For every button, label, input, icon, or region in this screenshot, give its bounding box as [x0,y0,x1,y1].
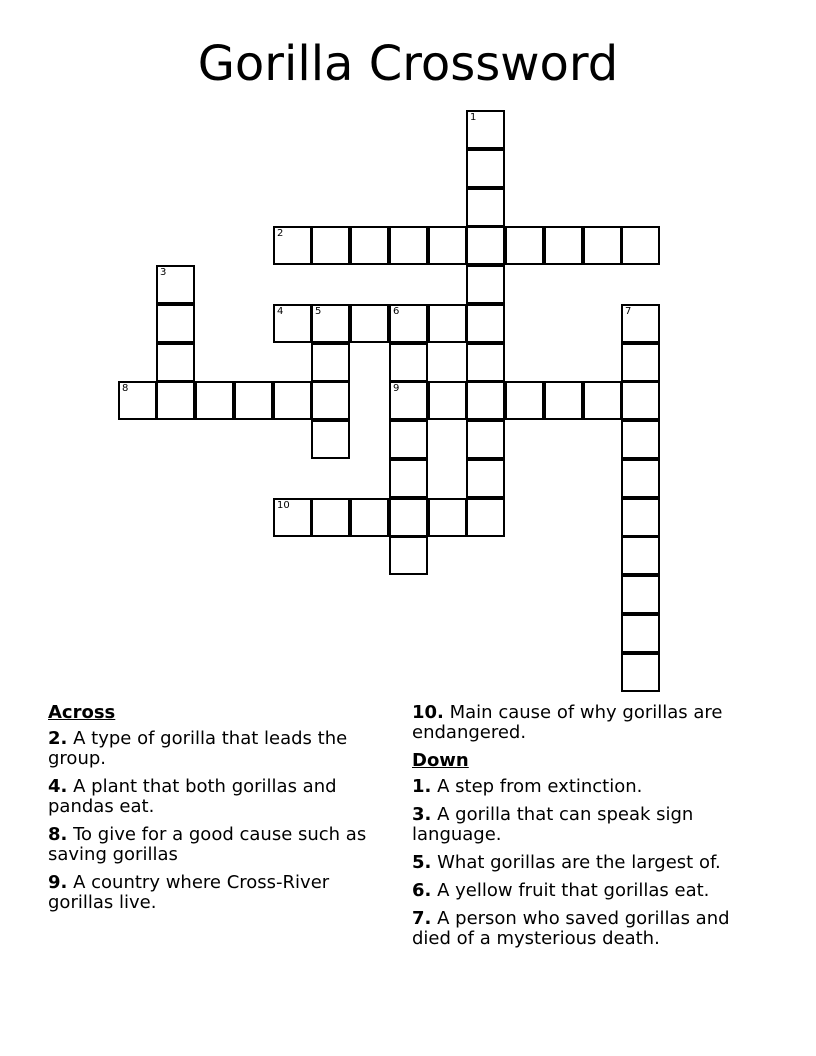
page-title: Gorilla Crossword [197,36,619,92]
grid-cell[interactable] [544,381,583,420]
clues-left-column [48,703,393,921]
grid-cell[interactable] [350,304,389,343]
grid-cell[interactable] [273,381,312,420]
clue-number: 5. [412,852,432,873]
grid-cell[interactable] [234,381,273,420]
grid-cell[interactable] [621,226,660,265]
clue-text: A person who saved gorillas and died of a mysterious death. [412,908,730,949]
grid-cell[interactable] [466,420,505,459]
clue-down-3 [412,805,772,845]
clue-across-2 [48,729,393,769]
grid-cell[interactable] [350,226,389,265]
clue-across-10 [412,703,772,743]
grid-cell[interactable] [583,226,622,265]
clue-text: Main cause of why gorillas are endangered. [412,702,723,743]
down-heading: Down [412,750,469,771]
grid-cell[interactable] [466,381,505,420]
clue-number: 3. [412,804,432,825]
grid-cell[interactable] [621,536,660,575]
grid-cell[interactable] [156,381,195,420]
grid-cell[interactable] [466,149,505,188]
grid-cell[interactable] [389,343,428,382]
clue-number-label: 4 [277,306,284,317]
grid-cell[interactable] [544,226,583,265]
clue-number-label: 9 [393,383,400,394]
clues-right-column [412,703,772,957]
grid-cell[interactable] [156,304,195,343]
clue-down-5 [412,853,772,873]
grid-cell[interactable] [621,304,660,343]
clue-text: A yellow fruit that gorillas eat. [437,880,710,901]
grid-cell[interactable] [350,498,389,537]
clue-number: 2. [48,728,68,749]
clue-number-label: 10 [277,500,290,511]
grid-cell[interactable] [311,498,350,537]
clue-number-label: 8 [122,383,129,394]
clue-text: What gorillas are the largest of. [437,852,721,873]
clue-number: 10. [412,702,444,723]
grid-cell[interactable] [311,381,350,420]
grid-cell[interactable] [466,304,505,343]
clue-across-9 [48,873,393,913]
clue-number: 9. [48,872,68,893]
clue-text: A plant that both gorillas and pandas eat. [48,776,337,817]
clue-text: A step from extinction. [437,776,643,797]
grid-cell[interactable] [389,536,428,575]
clue-text: To give for a good cause such as saving gorillas [48,824,367,865]
grid-cell[interactable] [466,498,505,537]
grid-cell[interactable] [311,226,350,265]
grid-cell[interactable] [621,498,660,537]
grid-cell[interactable] [273,304,312,343]
clue-down-1 [412,777,772,797]
grid-cell[interactable] [466,343,505,382]
grid-cell[interactable] [428,498,467,537]
grid-cell[interactable] [583,381,622,420]
clue-across-8 [48,825,393,865]
grid-cell[interactable] [428,381,467,420]
clue-text: A gorilla that can speak sign language. [412,804,694,845]
grid-cell[interactable] [466,110,505,149]
grid-cell[interactable] [466,265,505,304]
grid-cell[interactable] [621,420,660,459]
clue-number-label: 3 [160,267,167,278]
grid-cell[interactable] [156,343,195,382]
grid-cell[interactable] [466,226,505,265]
grid-cell[interactable] [466,188,505,227]
grid-cell[interactable] [621,614,660,653]
grid-cell[interactable] [156,265,195,304]
across-heading: Across [48,702,116,723]
grid-cell[interactable] [311,343,350,382]
grid-cell[interactable] [273,226,312,265]
grid-cell[interactable] [466,459,505,498]
clue-number: 7. [412,908,432,929]
clue-number: 1. [412,776,432,797]
grid-cell[interactable] [389,420,428,459]
clue-text: A type of gorilla that leads the group. [48,728,348,769]
clue-number-label: 6 [393,306,400,317]
grid-cell[interactable] [311,420,350,459]
clue-number-label: 1 [470,112,477,123]
grid-cell[interactable] [621,653,660,692]
grid-cell[interactable] [311,304,350,343]
grid-cell[interactable] [621,459,660,498]
clue-down-6 [412,881,772,901]
grid-cell[interactable] [195,381,234,420]
grid-cell[interactable] [389,381,428,420]
clue-number-label: 5 [315,306,322,317]
grid-cell[interactable] [118,381,157,420]
clue-number: 8. [48,824,68,845]
grid-cell[interactable] [621,381,660,420]
grid-cell[interactable] [389,459,428,498]
grid-cell[interactable] [273,498,312,537]
grid-cell[interactable] [389,304,428,343]
grid-cell[interactable] [428,226,467,265]
grid-cell[interactable] [621,343,660,382]
grid-cell[interactable] [621,575,660,614]
clue-number-label: 2 [277,228,284,239]
clue-across-4 [48,777,393,817]
grid-cell[interactable] [389,498,428,537]
clue-number: 6. [412,880,432,901]
clue-number: 4. [48,776,68,797]
grid-cell[interactable] [505,226,544,265]
clue-text: A country where Cross-River gorillas live. [48,872,330,913]
grid-cell[interactable] [505,381,544,420]
grid-cell[interactable] [389,226,428,265]
clue-number-label: 7 [625,306,632,317]
grid-cell[interactable] [428,304,467,343]
clue-down-7 [412,909,772,949]
